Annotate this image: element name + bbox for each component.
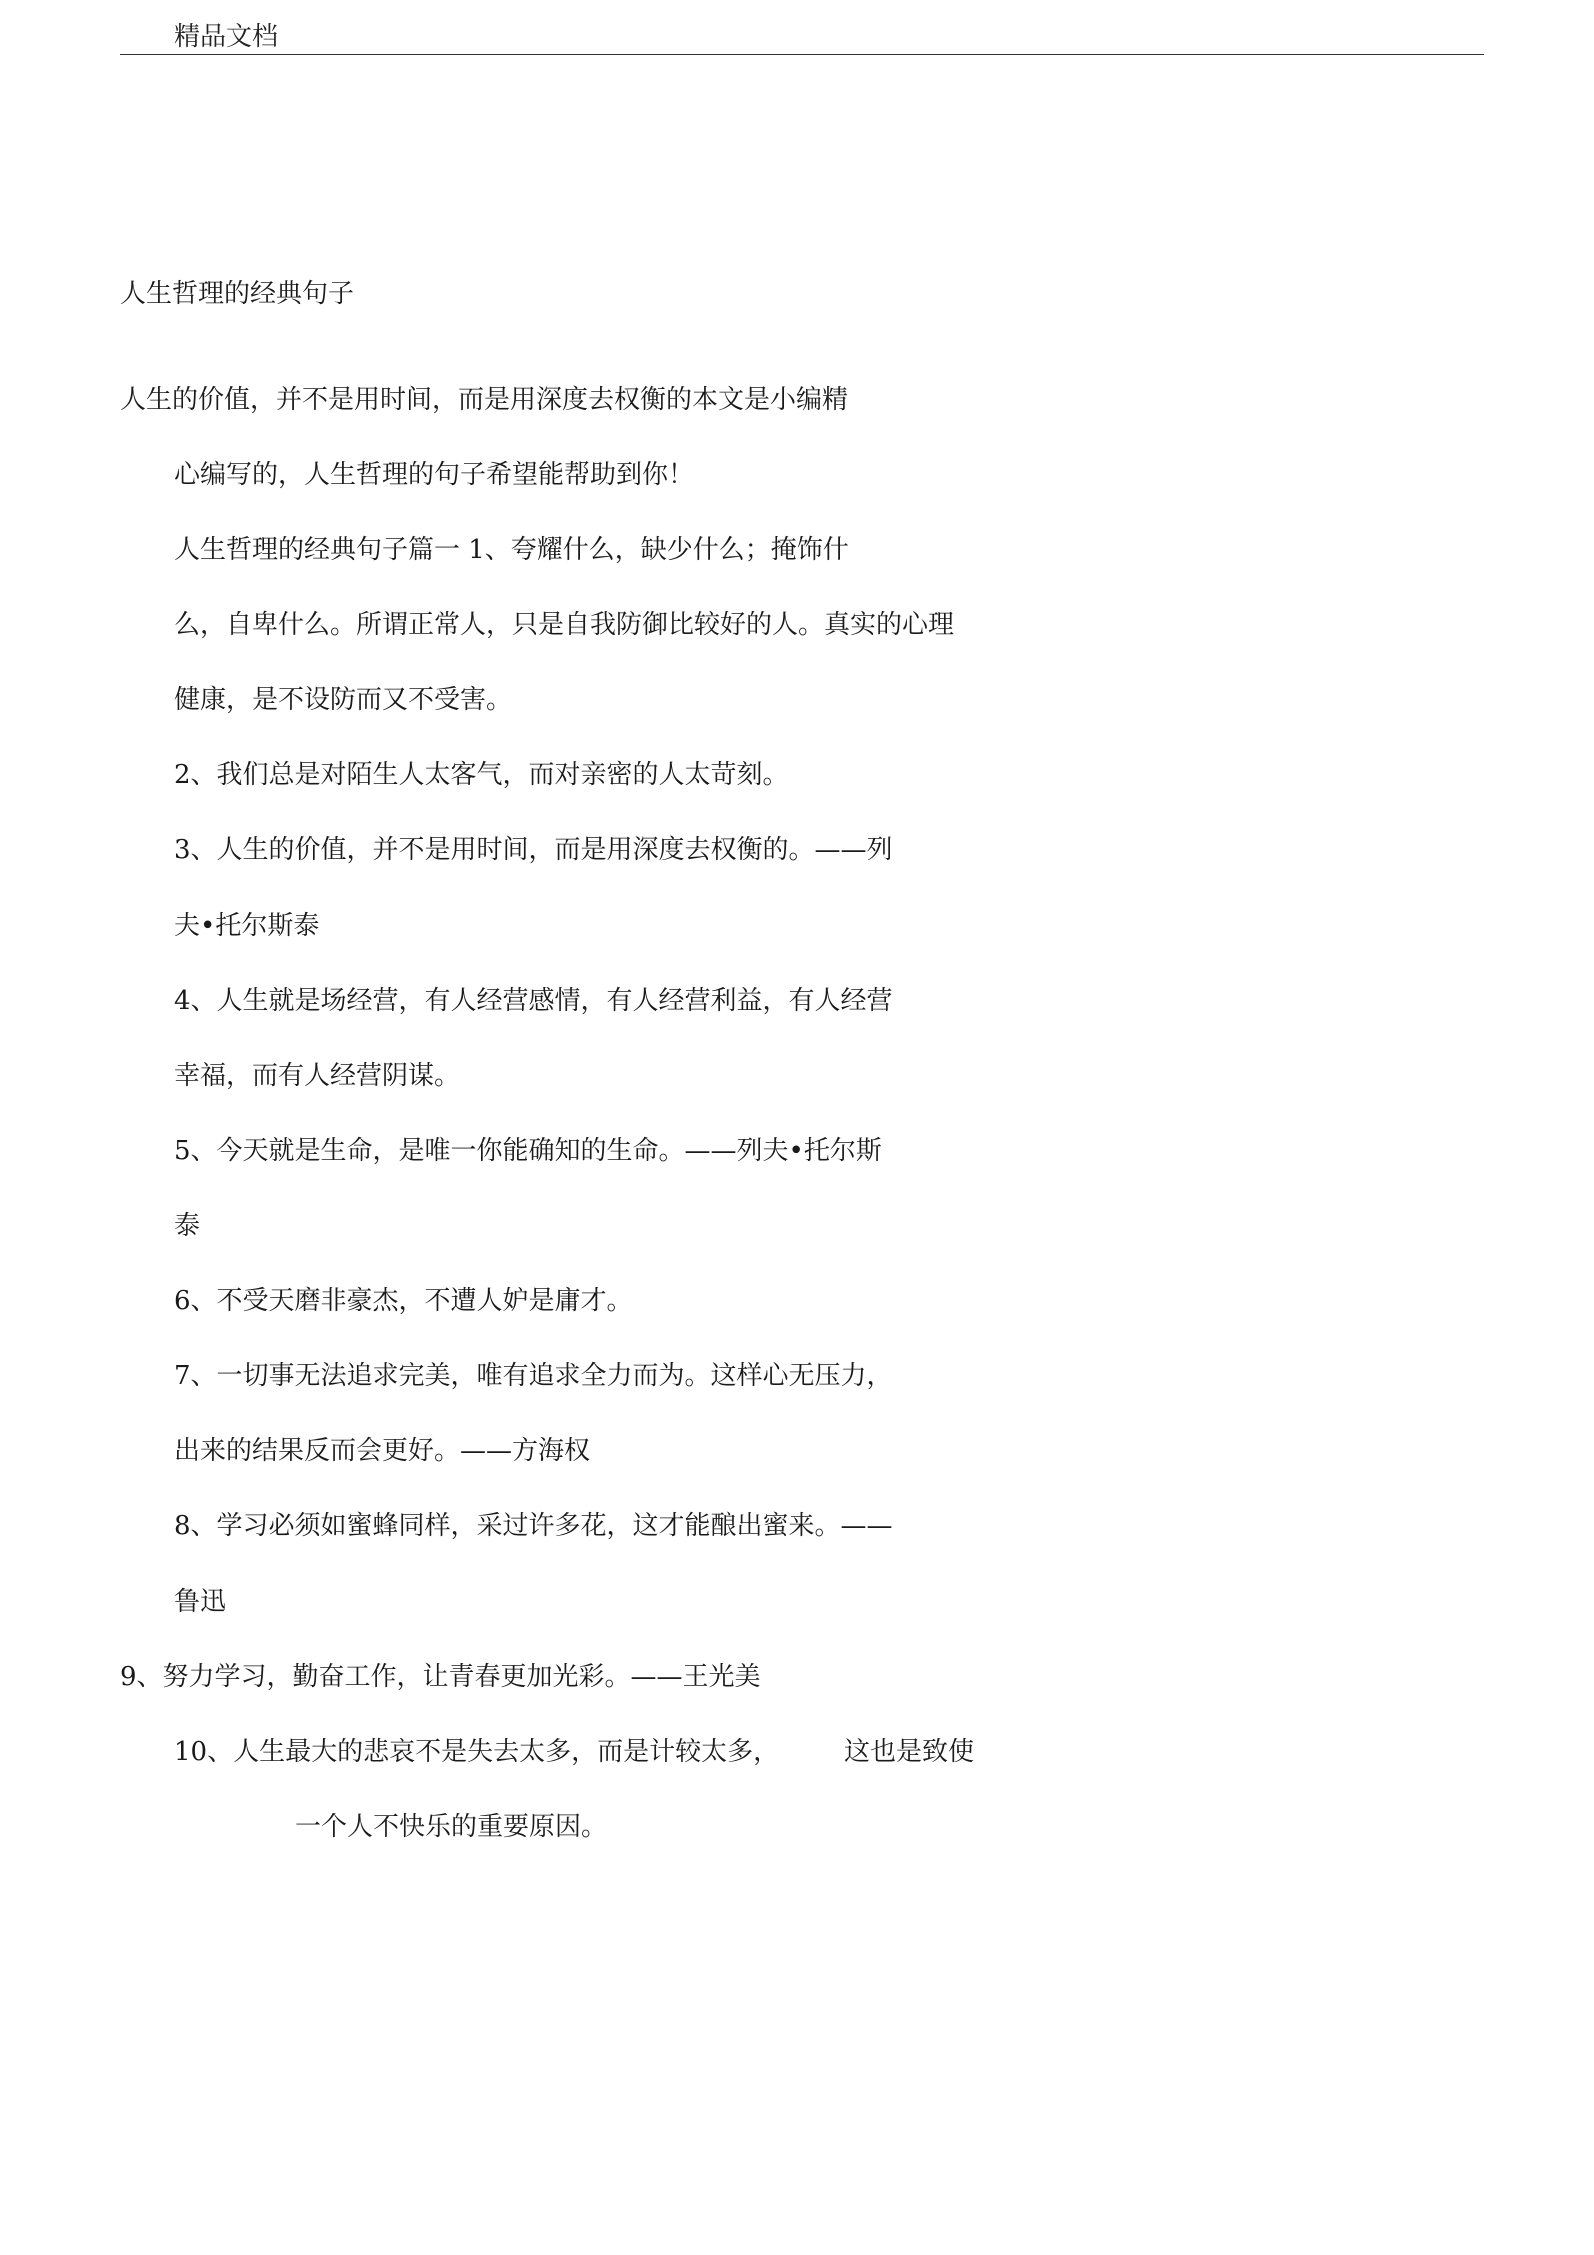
- paragraph-line: 人生的价值，并不是用时间，而是用深度去权衡的本文是小编精: [120, 385, 849, 415]
- paragraph-line: 泰: [174, 1211, 201, 1241]
- paragraph-line: 2、我们总是对陌生人太客气，而对亲密的人太苛刻。: [174, 760, 789, 790]
- paragraph-line: 出来的结果反而会更好。——方海权: [174, 1436, 591, 1466]
- paragraph-line: 一个人不快乐的重要原因。: [295, 1812, 608, 1842]
- paragraph-line: 7、一切事无法追求完美，唯有追求全力而为。这样心无压力，: [174, 1361, 893, 1391]
- header-label: 精品文档: [174, 22, 279, 52]
- document-title: 人生哲理的经典句子: [120, 279, 355, 309]
- paragraph-line: 鲁迅: [174, 1587, 227, 1617]
- paragraph-line: 4、人生就是场经营，有人经营感情，有人经营利益，有人经营: [174, 986, 893, 1016]
- paragraph-line: 5、今天就是生命，是唯一你能确知的生命。——列夫•托尔斯: [174, 1136, 882, 1166]
- paragraph-line: 心编写的，人生哲理的句子希望能帮助到你！: [174, 460, 695, 490]
- paragraph-line: 10、人生最大的悲哀不是失去太多，而是计较太多，: [174, 1737, 780, 1767]
- paragraph-line: 夫•托尔斯泰: [174, 911, 320, 941]
- paragraph-line: 么，自卑什么。所谓正常人，只是自我防御比较好的人。真实的心理: [174, 610, 955, 640]
- paragraph-line: 3、人生的价值，并不是用时间，而是用深度去权衡的。——列: [174, 835, 893, 865]
- paragraph-line: 健康，是不设防而又不受害。: [174, 685, 513, 715]
- paragraph-line: 6、不受天磨非豪杰，不遭人妒是庸才。: [174, 1286, 633, 1316]
- paragraph-line: 8、学习必须如蜜蜂同样，采过许多花，这才能酿出蜜来。——: [174, 1511, 893, 1541]
- paragraph-line: 人生哲理的经典句子篇一 1、夸耀什么，缺少什么；掩饰什: [174, 535, 849, 565]
- page-header: [120, 22, 1484, 55]
- paragraph-line: 这也是致使: [844, 1737, 975, 1767]
- paragraph-line: 9、努力学习，勤奋工作，让青春更加光彩。——王光美: [120, 1662, 761, 1692]
- paragraph-line: 幸福，而有人经营阴谋。: [174, 1061, 461, 1091]
